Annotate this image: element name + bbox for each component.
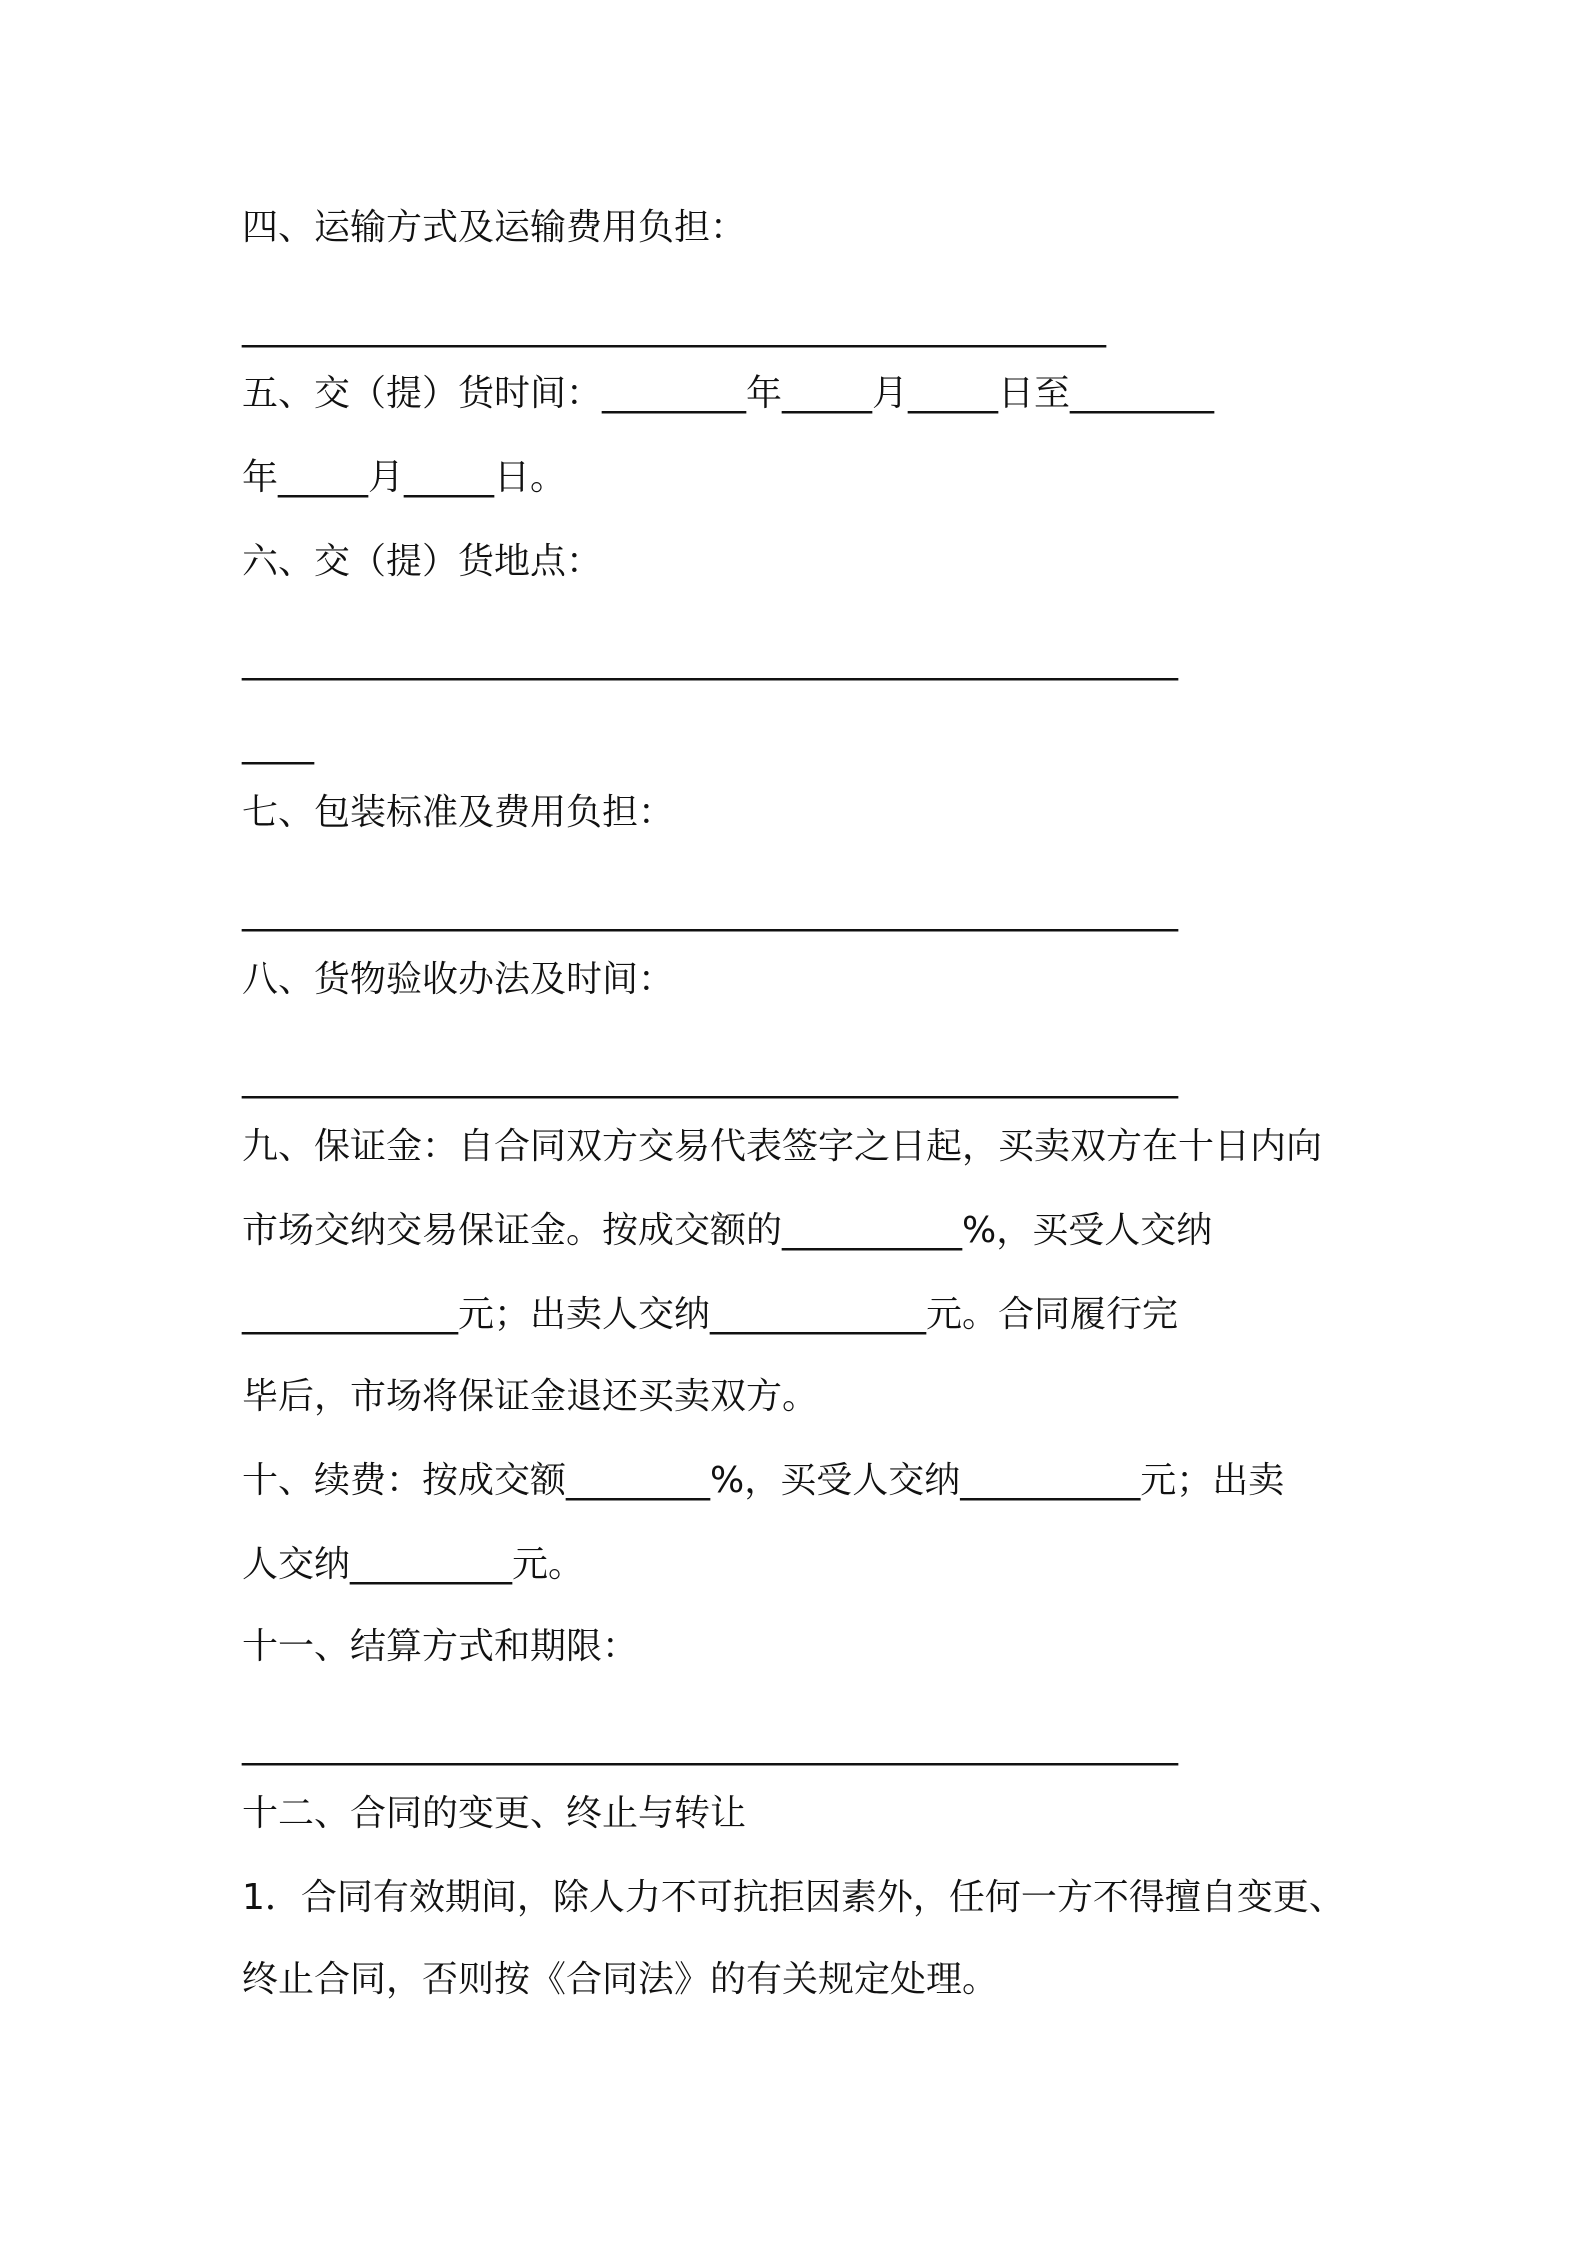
clause-12-item-1-line-2: 终止合同，否则按《合同法》的有关规定处理。 xyxy=(242,1959,999,2000)
clause-12-heading: 十二、合同的变更、终止与转让 xyxy=(242,1793,747,1834)
clause-6-blank-2: ____ xyxy=(242,724,314,765)
clause-5-line-2: 年_____月_____日。 xyxy=(242,457,567,498)
clause-11-blank: ____________________________________________________ xyxy=(242,1725,1178,1766)
clause-8-heading: 八、货物验收办法及时间： xyxy=(242,959,675,1000)
clause-7-heading: 七、包装标准及费用负担： xyxy=(242,792,675,833)
clause-6-blank-1: ____________________________________________________ xyxy=(242,640,1178,681)
clause-8-blank: ____________________________________________________ xyxy=(242,1058,1178,1099)
clause-4-blank: ________________________________________________ xyxy=(242,307,1106,348)
clause-12-item-1-line-1: 1．合同有效期间，除人力不可抗拒因素外，任何一方不得擅自变更、 xyxy=(242,1877,1345,1918)
clause-9-line-3: ____________元；出卖人交纳____________元。合同履行完 xyxy=(242,1294,1179,1335)
clause-9-line-2: 市场交纳交易保证金。按成交额的__________%，买受人交纳 xyxy=(242,1210,1213,1251)
clause-7-blank: ____________________________________________________ xyxy=(242,891,1178,932)
clause-10-line-1: 十、续费：按成交额________%，买受人交纳__________元；出卖 xyxy=(242,1460,1285,1501)
clause-4-heading: 四、运输方式及运输费用负担： xyxy=(242,207,747,248)
clause-5-line-1: 五、交（提）货时间：________年_____月_____日至________ xyxy=(242,373,1215,414)
clause-11-heading: 十一、结算方式和期限： xyxy=(242,1626,639,1667)
clause-9-line-4: 毕后，市场将保证金退还买卖双方。 xyxy=(242,1376,819,1417)
clause-10-line-2: 人交纳_________元。 xyxy=(242,1544,585,1585)
clause-6-heading: 六、交（提）货地点： xyxy=(242,541,603,582)
clause-9-line-1: 九、保证金：自合同双方交易代表签字之日起，买卖双方在十日内向 xyxy=(242,1126,1323,1167)
